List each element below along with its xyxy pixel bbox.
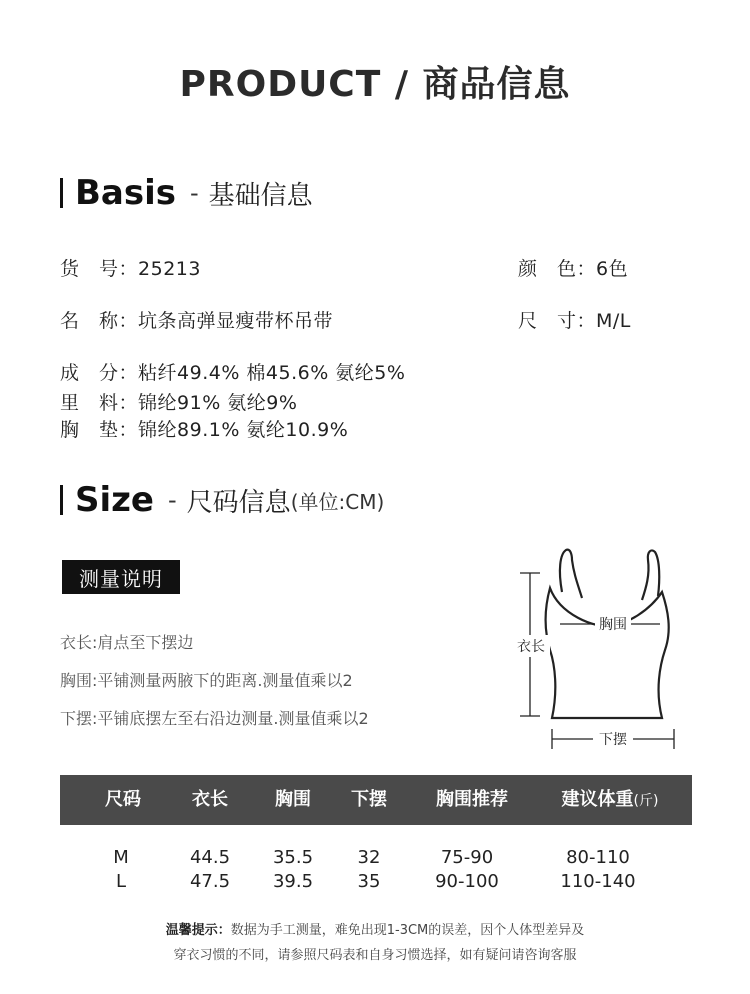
cell-hem: 35 [357, 871, 381, 892]
tip-text-1: 数据为手工测量，难免出现1-3CM的误差，因个人体型差异及 [230, 923, 585, 938]
name-value: 坑条高弹显瘦带杯吊带 [138, 310, 334, 332]
measure-note-chest: 胸围:平铺测量两腋下的距离.测量值乘以2 [60, 671, 353, 690]
pad-value: 锦纶89.1% 氨纶10.9% [138, 419, 349, 441]
footer-tip-line1 [0, 919, 750, 938]
lining-label: 里 料： [60, 392, 139, 414]
cell-weight: 80-110 [566, 847, 630, 868]
item-no-label: 货 号： [60, 258, 139, 280]
size-value: M/L [596, 310, 631, 332]
pad-row [60, 415, 348, 442]
table-row [60, 847, 692, 871]
size-section-heading [60, 480, 384, 520]
col-header-weight [548, 775, 672, 825]
composition-value: 粘纤49.4% 棉45.6% 氨纶5% [138, 362, 406, 384]
cell-hem: 32 [357, 847, 381, 868]
camisole-diagram [500, 540, 700, 755]
size-heading-en: Size [75, 480, 154, 520]
item-no-row [60, 254, 201, 281]
cell-chest: 39.5 [272, 871, 314, 892]
cell-chest-rec: 75-90 [440, 847, 494, 868]
color-value: 6色 [596, 258, 629, 280]
cell-length: 47.5 [189, 871, 231, 892]
cell-chest: 35.5 [272, 847, 314, 868]
tip-label: 温馨提示： [165, 923, 231, 938]
heading-dash: - [168, 486, 177, 514]
length-label: 衣长 [517, 639, 545, 655]
size-label: 尺 寸： [518, 310, 597, 332]
chest-label: 胸围 [599, 617, 627, 633]
cell-chest-rec: 90-100 [435, 871, 499, 892]
hem-label: 下摆 [599, 732, 627, 748]
col-header-chest-rec: 胸围推荐 [436, 789, 508, 810]
left-strap [560, 550, 582, 598]
heading-dash: - [190, 179, 199, 207]
page-title: PRODUCT / 商品信息 [179, 64, 571, 105]
lining-value: 锦纶91% 氨纶9% [138, 392, 298, 414]
size-heading-cn: 尺码信息 [186, 487, 291, 518]
cell-size: M [113, 847, 129, 868]
col-header-size: 尺码 [105, 789, 141, 810]
name-row [60, 306, 333, 333]
item-no-value: 25213 [138, 258, 201, 280]
basis-heading-cn: 基础信息 [208, 180, 313, 211]
col-header-length: 衣长 [192, 789, 228, 810]
size-table-header [60, 775, 692, 825]
size-heading-unit: (单位:CM) [290, 489, 385, 514]
lining-row [60, 388, 297, 415]
garment-body [546, 588, 669, 718]
table-row [60, 871, 692, 895]
section-bar [60, 178, 63, 208]
cell-length: 44.5 [189, 847, 231, 868]
weight-header-unit: (斤) [633, 793, 659, 809]
measure-badge: 测量说明 [62, 560, 180, 594]
composition-row [60, 358, 405, 385]
basis-heading-en: Basis [75, 173, 176, 213]
color-row [518, 254, 628, 281]
cell-weight: 110-140 [560, 871, 636, 892]
cell-size: L [115, 871, 127, 892]
color-label: 颜 色： [518, 258, 597, 280]
name-label: 名 称： [60, 310, 139, 332]
pad-label: 胸 垫： [60, 419, 139, 441]
composition-label: 成 分： [60, 362, 139, 384]
weight-header-label: 建议体重 [561, 789, 634, 810]
col-header-chest: 胸围 [275, 789, 311, 810]
col-header-hem: 下摆 [351, 789, 387, 810]
measure-note-length: 衣长:肩点至下摆边 [60, 633, 194, 652]
section-bar [60, 485, 63, 515]
right-strap [642, 550, 659, 600]
size-row [518, 306, 631, 333]
measure-note-hem: 下摆:平铺底摆左至右沿边测量.测量值乘以2 [60, 709, 369, 728]
basis-section-heading [60, 173, 313, 213]
footer-tip-line2: 穿衣习惯的不同，请参照尺码表和自身习惯选择，如有疑问请咨询客服 [173, 948, 577, 963]
